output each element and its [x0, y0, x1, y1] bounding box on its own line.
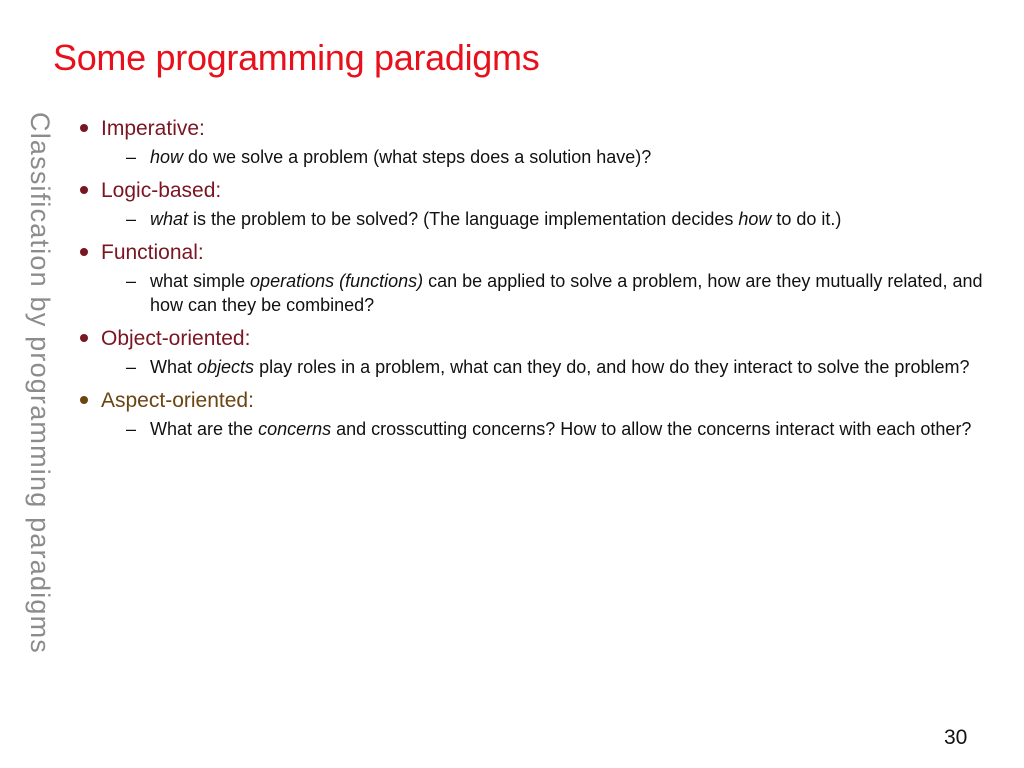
sub-item — [126, 145, 1000, 169]
sub-text — [150, 207, 1000, 231]
emphasis: objects — [197, 357, 255, 377]
sub-text — [150, 355, 1000, 379]
paradigm-list — [80, 115, 1000, 449]
bullet-head — [80, 387, 1000, 415]
dash-icon: – — [126, 357, 137, 377]
bullet-dot-icon — [80, 248, 88, 256]
text-fragment: What — [150, 357, 198, 377]
text-fragment: What are the — [150, 419, 259, 439]
sub-list — [126, 417, 1000, 441]
bullet-functional — [80, 239, 1000, 317]
bullet-head — [80, 177, 1000, 205]
sub-list — [126, 269, 1000, 317]
emphasis: how — [150, 147, 184, 167]
bullet-dot-icon — [80, 124, 88, 132]
slide-title: Some programming paradigms — [53, 37, 540, 78]
sub-text — [150, 145, 1000, 169]
bullet-imperative — [80, 115, 1000, 169]
text-fragment: do we solve a problem (what steps does a solution have)? — [183, 147, 652, 167]
emphasis: concerns — [258, 419, 332, 439]
dash-icon: – — [126, 147, 137, 167]
text-fragment: play roles in a problem, what can they do, and how do they interact to solve the problem? — [254, 357, 970, 377]
sub-list — [126, 207, 1000, 231]
sub-item — [126, 355, 1000, 379]
bullet-dot-icon — [80, 396, 88, 404]
text-fragment: what simple — [150, 271, 251, 291]
sub-list — [126, 145, 1000, 169]
emphasis: what — [150, 209, 189, 229]
paradigm-label: Aspect-oriented: — [101, 389, 254, 412]
bullet-head — [80, 239, 1000, 267]
paradigm-label: Functional: — [101, 241, 204, 264]
sub-item — [126, 269, 1000, 317]
text-fragment: and crosscutting concerns? How to allow the concerns interact with each other? — [331, 419, 972, 439]
sub-text — [150, 269, 1000, 317]
bullet-logic-based — [80, 177, 1000, 231]
text-fragment: can be applied to solve a problem, how are they mutually related, and how can they be combined? — [150, 271, 983, 315]
dash-icon: – — [126, 271, 137, 291]
emphasis: operations (functions) — [250, 271, 424, 291]
dash-icon: – — [126, 209, 137, 229]
sub-item — [126, 417, 1000, 441]
bullet-dot-icon — [80, 186, 88, 194]
bullet-dot-icon — [80, 334, 88, 342]
sub-item — [126, 207, 1000, 231]
dash-icon: – — [126, 419, 137, 439]
paradigm-label: Imperative: — [101, 117, 205, 140]
paradigm-label: Object-oriented: — [101, 327, 251, 350]
paradigm-label: Logic-based: — [101, 179, 222, 202]
sub-text — [150, 417, 1000, 441]
bullet-head — [80, 115, 1000, 143]
text-fragment: is the problem to be solved? (The language implementation decides — [188, 209, 739, 229]
text-fragment: to do it.) — [771, 209, 842, 229]
bullet-aspect-oriented — [80, 387, 1000, 441]
emphasis: how — [738, 209, 772, 229]
sub-list — [126, 355, 1000, 379]
bullet-head — [80, 325, 1000, 353]
section-side-label: Classification by programming paradigms — [25, 112, 55, 655]
page-number: 30 — [944, 726, 968, 749]
bullet-object-oriented — [80, 325, 1000, 379]
